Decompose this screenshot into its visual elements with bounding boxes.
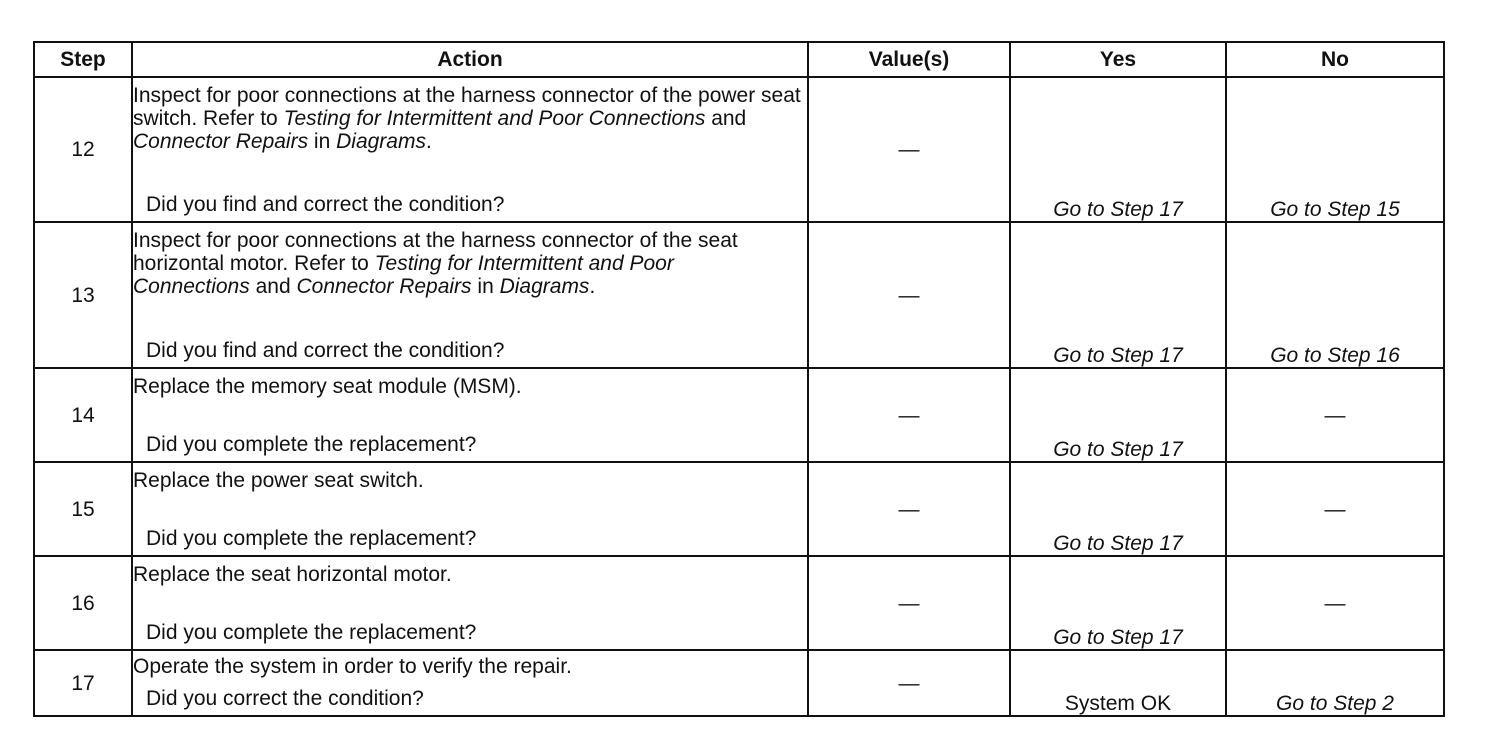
table-row	[34, 368, 1444, 462]
action-question: Did you correct the condition?	[146, 687, 424, 710]
value-cell: —	[808, 77, 1010, 222]
action-instruction: Replace the power seat switch.	[133, 469, 424, 492]
no-result: Go to Step 16	[1226, 222, 1444, 368]
header-action: Action	[132, 42, 808, 77]
step-number: 15	[34, 462, 132, 556]
action-instruction: Replace the seat horizontal motor.	[133, 563, 452, 586]
reference-link: Diagrams	[336, 130, 426, 153]
table-row	[34, 556, 1444, 650]
step-number: 14	[34, 368, 132, 462]
action-question: Did you complete the replacement?	[146, 433, 477, 456]
header-step: Step	[34, 42, 132, 77]
reference-link: Connector Repairs	[296, 275, 472, 298]
reference-link: Testing for Intermittent and Poor Connections	[133, 252, 674, 298]
action-cell	[132, 650, 808, 716]
step-number: 16	[34, 556, 132, 650]
reference-link: Connector Repairs	[133, 130, 309, 153]
reference-link: Testing for Intermittent and Poor Connections	[283, 107, 706, 130]
action-cell	[132, 222, 808, 368]
table-row	[34, 77, 1444, 222]
step-number: 12	[34, 77, 132, 222]
value-cell: —	[808, 556, 1010, 650]
header-no: No	[1226, 42, 1444, 77]
diagnostic-table	[33, 41, 1445, 717]
value-cell: —	[808, 222, 1010, 368]
action-cell	[132, 77, 808, 222]
header-yes: Yes	[1010, 42, 1226, 77]
yes-result: Go to Step 17	[1010, 556, 1226, 650]
header-row	[34, 42, 1444, 77]
no-result: —	[1226, 556, 1444, 650]
action-question: Did you complete the replacement?	[146, 527, 477, 550]
action-cell	[132, 556, 808, 650]
action-question: Did you find and correct the condition?	[146, 339, 505, 362]
no-result: —	[1226, 462, 1444, 556]
action-cell	[132, 368, 808, 462]
value-cell: —	[808, 650, 1010, 716]
no-result: —	[1226, 368, 1444, 462]
action-instruction: Operate the system in order to verify the repair.	[133, 655, 572, 678]
yes-result: Go to Step 17	[1010, 77, 1226, 222]
value-cell: —	[808, 368, 1010, 462]
step-number: 13	[34, 222, 132, 368]
table-row	[34, 222, 1444, 368]
yes-result: Go to Step 17	[1010, 368, 1226, 462]
action-question: Did you find and correct the condition?	[146, 193, 505, 216]
table-row	[34, 650, 1444, 716]
action-instruction: Inspect for poor connections at the harness connector of the power seat switch. Refer to Testing for Intermittent and Poor Connections and Connector Repairs in Diagrams.	[133, 84, 801, 153]
action-instruction: Replace the memory seat module (MSM).	[133, 375, 522, 398]
no-result: Go to Step 2	[1226, 650, 1444, 716]
no-result: Go to Step 15	[1226, 77, 1444, 222]
reference-link: Diagrams	[499, 275, 590, 298]
table-row	[34, 462, 1444, 556]
value-cell: —	[808, 462, 1010, 556]
yes-result: Go to Step 17	[1010, 222, 1226, 368]
yes-result: Go to Step 17	[1010, 462, 1226, 556]
step-number: 17	[34, 650, 132, 716]
action-instruction: Inspect for poor connections at the harness connector of the seat horizontal motor. Refer to Testing for Intermittent and Poor Connections and Connector Repairs in Diagrams.	[133, 229, 738, 298]
action-cell	[132, 462, 808, 556]
yes-result: System OK	[1010, 650, 1226, 716]
header-values: Value(s)	[808, 42, 1010, 77]
action-question: Did you complete the replacement?	[146, 621, 477, 644]
